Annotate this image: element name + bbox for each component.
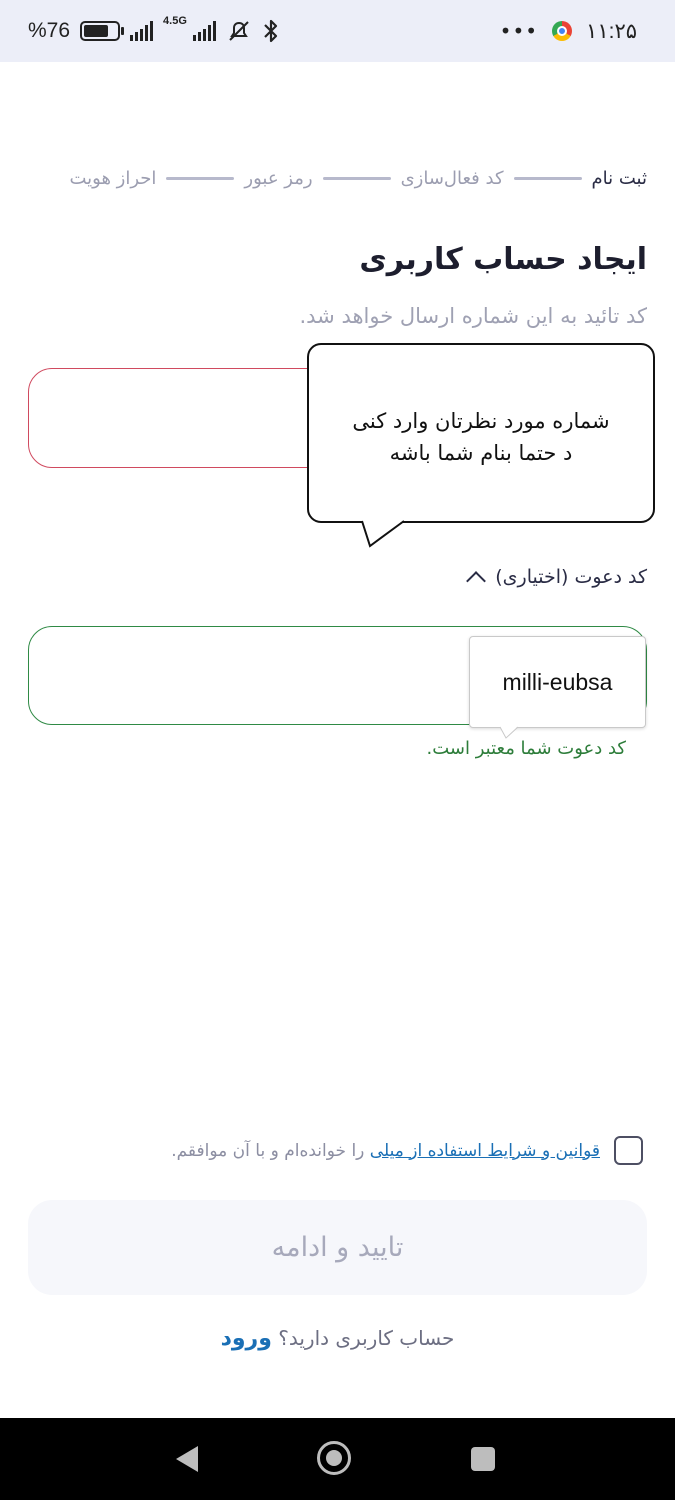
signal-icon [130, 21, 153, 41]
invite-code-value: milli-eubsa [469, 636, 646, 728]
invite-code-toggle[interactable] [469, 566, 647, 588]
battery-icon [80, 21, 120, 41]
page-subtitle: کد تائید به این شماره ارسال خواهد شد. [299, 304, 647, 328]
login-row [0, 1326, 675, 1351]
status-left [28, 16, 280, 46]
network-signal-icon: 4.5G [163, 21, 216, 41]
step-activation-code: کد فعال‌سازی [400, 168, 504, 189]
home-icon[interactable] [317, 1441, 351, 1475]
callout-tail [362, 520, 412, 550]
login-prompt: حساب کاربری دارید؟ [271, 1326, 455, 1350]
mute-icon [226, 18, 252, 44]
page-title: ایجاد حساب کاربری [359, 242, 647, 277]
step-signup: ثبت نام [591, 168, 647, 189]
login-link[interactable]: ورود [220, 1326, 272, 1351]
step-divider [514, 177, 582, 180]
annotation-callout [307, 343, 655, 523]
recent-apps-icon[interactable] [471, 1447, 495, 1471]
invite-valid-message: کد دعوت شما معتبر است. [426, 738, 626, 759]
terms-text [171, 1141, 600, 1161]
callout-line-1: شماره مورد نظرتان وارد کنی [352, 409, 610, 433]
chevron-up-icon [466, 571, 486, 591]
confirm-continue-button[interactable]: تایید و ادامه [28, 1200, 647, 1295]
step-identity: احراز هویت [69, 168, 157, 189]
step-divider [323, 177, 391, 180]
more-dots: ••• [499, 19, 539, 43]
step-divider [166, 177, 234, 180]
callout-line-2: د حتما بنام شما باشه [389, 441, 573, 465]
chrome-icon [552, 21, 572, 41]
signup-stepper [69, 168, 647, 189]
back-icon[interactable] [176, 1446, 198, 1472]
system-nav-bar [0, 1418, 675, 1500]
status-right [500, 16, 637, 46]
terms-link[interactable]: قوانین و شرایط استفاده از میلی [369, 1140, 600, 1161]
invite-toggle-label: کد دعوت (اختیاری) [495, 566, 647, 588]
terms-checkbox[interactable] [614, 1136, 643, 1165]
battery-percent: %76 [28, 19, 71, 42]
terms-row [171, 1136, 643, 1165]
callout-text [329, 405, 633, 469]
status-bar [0, 0, 675, 62]
terms-rest-text: را خوانده‌ام و با آن موافقم. [171, 1140, 370, 1161]
clock: ۱۱:۲۵ [586, 19, 637, 43]
step-password: رمز عبور [244, 168, 313, 189]
bluetooth-icon [262, 18, 280, 44]
